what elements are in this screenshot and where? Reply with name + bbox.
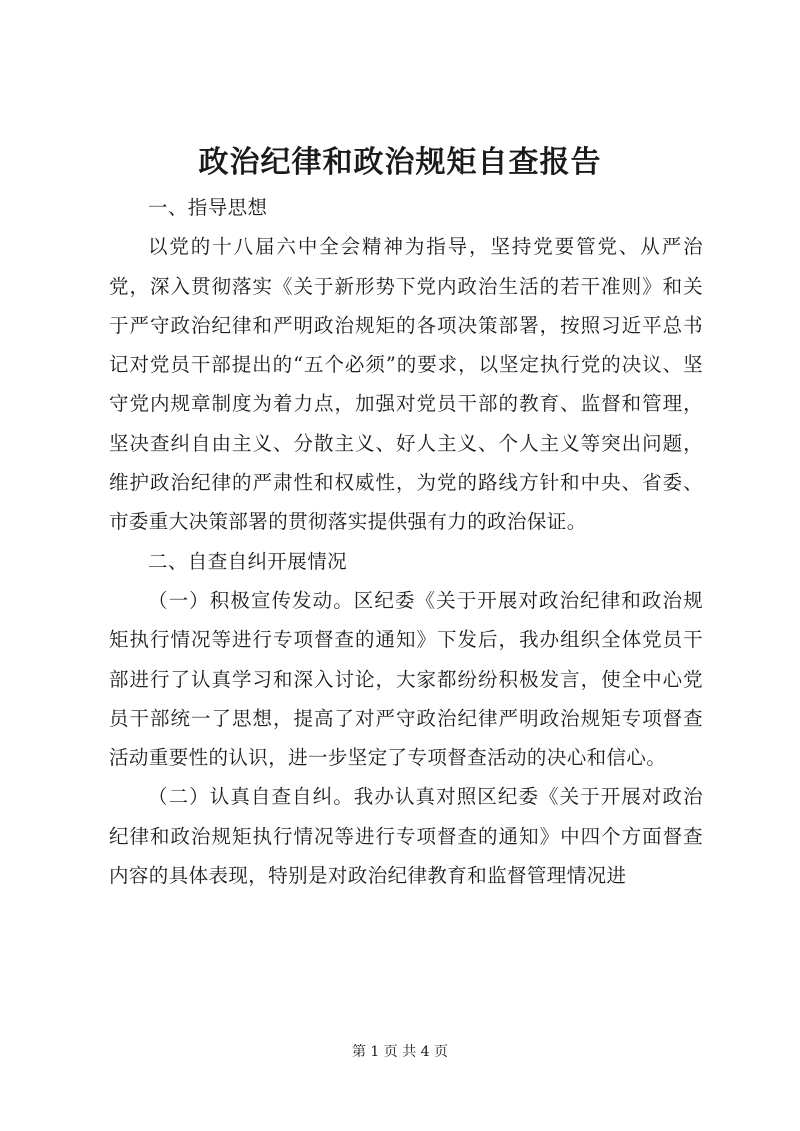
section-heading-guiding-thought: 一、指导思想 bbox=[148, 196, 268, 219]
document-body bbox=[109, 188, 703, 895]
section-heading-self-inspection: 二、自查自纠开展情况 bbox=[148, 549, 348, 573]
paragraph-guiding-thought: 以党的十八届六中全会精神为指导，坚持党要管党、从严治党，深入贯彻落实《关于新形势下党内政治生活的若干准则》和关于严守政治纪律和严明政治规矩的各项决策部署，按照习近平总书记对党员干部提出的“五个必须”的要求，以坚定执行党的决议、坚守党内规章制度为着力点，加强对党员干部的教育、监督和管理，坚决查纠自由主义、分散主义、好人主义、个人主义等突出问题，维护政治纪律的严肃性和权威性，为党的路线方针和中央、省委、市委重大决策部署的贯彻落实提供强有力的政治保证。 bbox=[109, 235, 703, 534]
paragraph-self-correction: （二）认真自查自纠。我办认真对照区纪委《关于开展对政治纪律和政治规矩执行情况等进行专项督查的通知》中四个方面督查内容的具体表现，特别是对政治纪律教育和监督管理情况进 bbox=[109, 785, 703, 888]
document-title: 政治纪律和政治规矩自查报告 bbox=[198, 145, 602, 180]
paragraph-publicity: （一）积极宣传发动。区纪委《关于开展对政治纪律和政治规矩执行情况等进行专项督查的通知》下发后，我办组织全体党员干部进行了认真学习和深入讨论，大家都纷纷积极发言，使全中心党员干部统一了思想，提高了对严守政治纪律严明政治规矩专项督查活动重要性的认识，进一步坚定了专项督查活动的决心和信心。 bbox=[109, 588, 703, 770]
page-number-footer: 第 1 页 共 4 页 bbox=[351, 1044, 449, 1060]
